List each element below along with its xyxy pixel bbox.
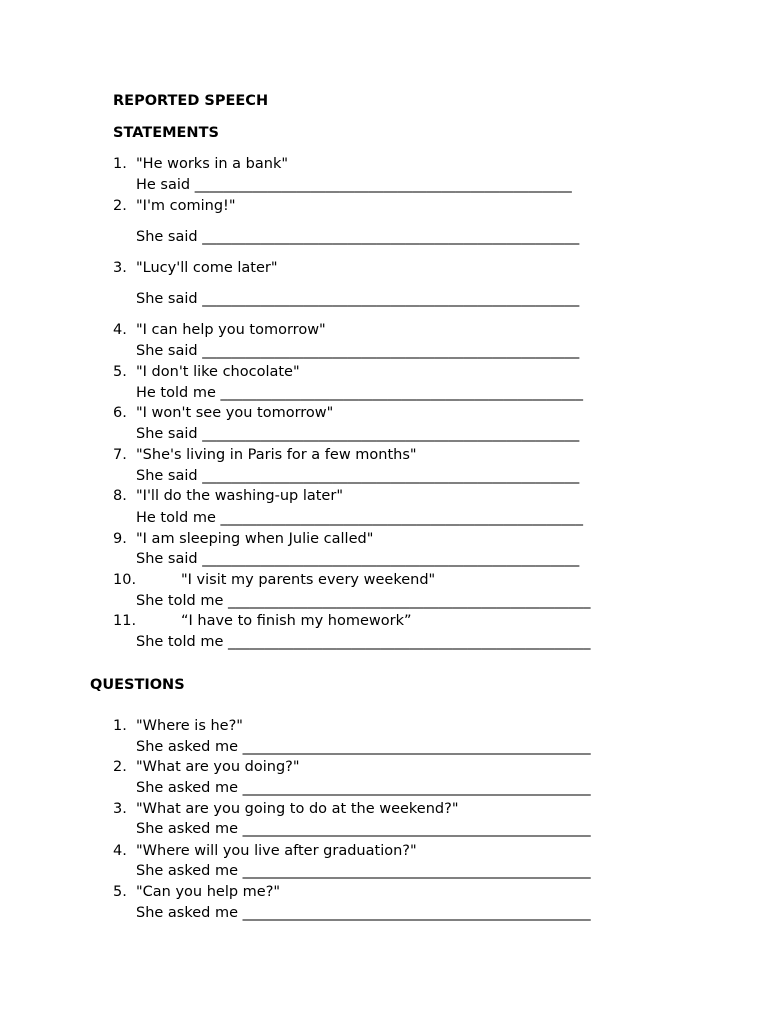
statement-number: 2. (113, 198, 127, 214)
question-answer-prompt: She asked me ________________________________________________ (136, 863, 591, 879)
statement-answer-prompt: She told me __________________________________________________ (136, 593, 591, 609)
statement-quote: "I visit my parents every weekend" (181, 572, 436, 588)
statement-answer-prompt: He told me __________________________________________________ (136, 385, 583, 401)
question-number: 1. (113, 718, 127, 734)
question-number: 3. (113, 801, 127, 817)
question-answer-prompt: She asked me ________________________________________________ (136, 821, 591, 837)
question-number: 5. (113, 884, 127, 900)
questions-heading: QUESTIONS (90, 677, 185, 693)
statement-answer-prompt: She said ____________________________________________________ (136, 343, 580, 359)
statement-answer-prompt: She said ____________________________________________________ (136, 426, 580, 442)
statement-quote: "I'll do the washing-up later" (136, 488, 343, 504)
statement-number: 3. (113, 260, 127, 276)
statement-quote: "I'm coming!" (136, 198, 236, 214)
statement-quote: "I don't like chocolate" (136, 364, 300, 380)
question-answer-prompt: She asked me ________________________________________________ (136, 739, 591, 755)
statement-quote: "Lucy'll come later" (136, 260, 278, 276)
question-quote: "What are you going to do at the weekend?" (136, 801, 459, 817)
question-number: 4. (113, 843, 127, 859)
statement-quote: "He works in a bank" (136, 156, 289, 172)
question-quote: "What are you doing?" (136, 759, 300, 775)
statement-number: 4. (113, 322, 127, 338)
worksheet-title: REPORTED SPEECH (113, 93, 269, 109)
statement-answer-prompt: She said ____________________________________________________ (136, 468, 580, 484)
statement-number: 10. (113, 572, 137, 588)
statement-answer-prompt: She said ____________________________________________________ (136, 291, 580, 307)
statement-answer-prompt: She said ____________________________________________________ (136, 229, 580, 245)
statement-answer-prompt: He told me __________________________________________________ (136, 510, 583, 526)
statement-number: 5. (113, 364, 127, 380)
question-answer-prompt: She asked me ________________________________________________ (136, 905, 591, 921)
statement-number: 8. (113, 488, 127, 504)
statement-quote: "I can help you tomorrow" (136, 322, 326, 338)
statement-number: 1. (113, 156, 127, 172)
question-quote: "Where will you live after graduation?" (136, 843, 417, 859)
question-number: 2. (113, 759, 127, 775)
statement-number: 11. (113, 613, 137, 629)
question-answer-prompt: She asked me ________________________________________________ (136, 780, 591, 796)
statement-quote: "I won't see you tomorrow" (136, 405, 334, 421)
statement-number: 9. (113, 531, 127, 547)
statement-number: 6. (113, 405, 127, 421)
statement-quote: "I am sleeping when Julie called" (136, 531, 374, 547)
question-quote: "Where is he?" (136, 718, 243, 734)
statement-answer-prompt: She told me __________________________________________________ (136, 634, 591, 650)
statement-quote: “I have to finish my homework” (181, 613, 412, 629)
statement-answer-prompt: She said ____________________________________________________ (136, 551, 580, 567)
statement-quote: "She's living in Paris for a few months" (136, 447, 417, 463)
statements-heading: STATEMENTS (113, 125, 219, 141)
statement-answer-prompt: He said ____________________________________________________ (136, 177, 572, 193)
question-quote: "Can you help me?" (136, 884, 281, 900)
statement-number: 7. (113, 447, 127, 463)
